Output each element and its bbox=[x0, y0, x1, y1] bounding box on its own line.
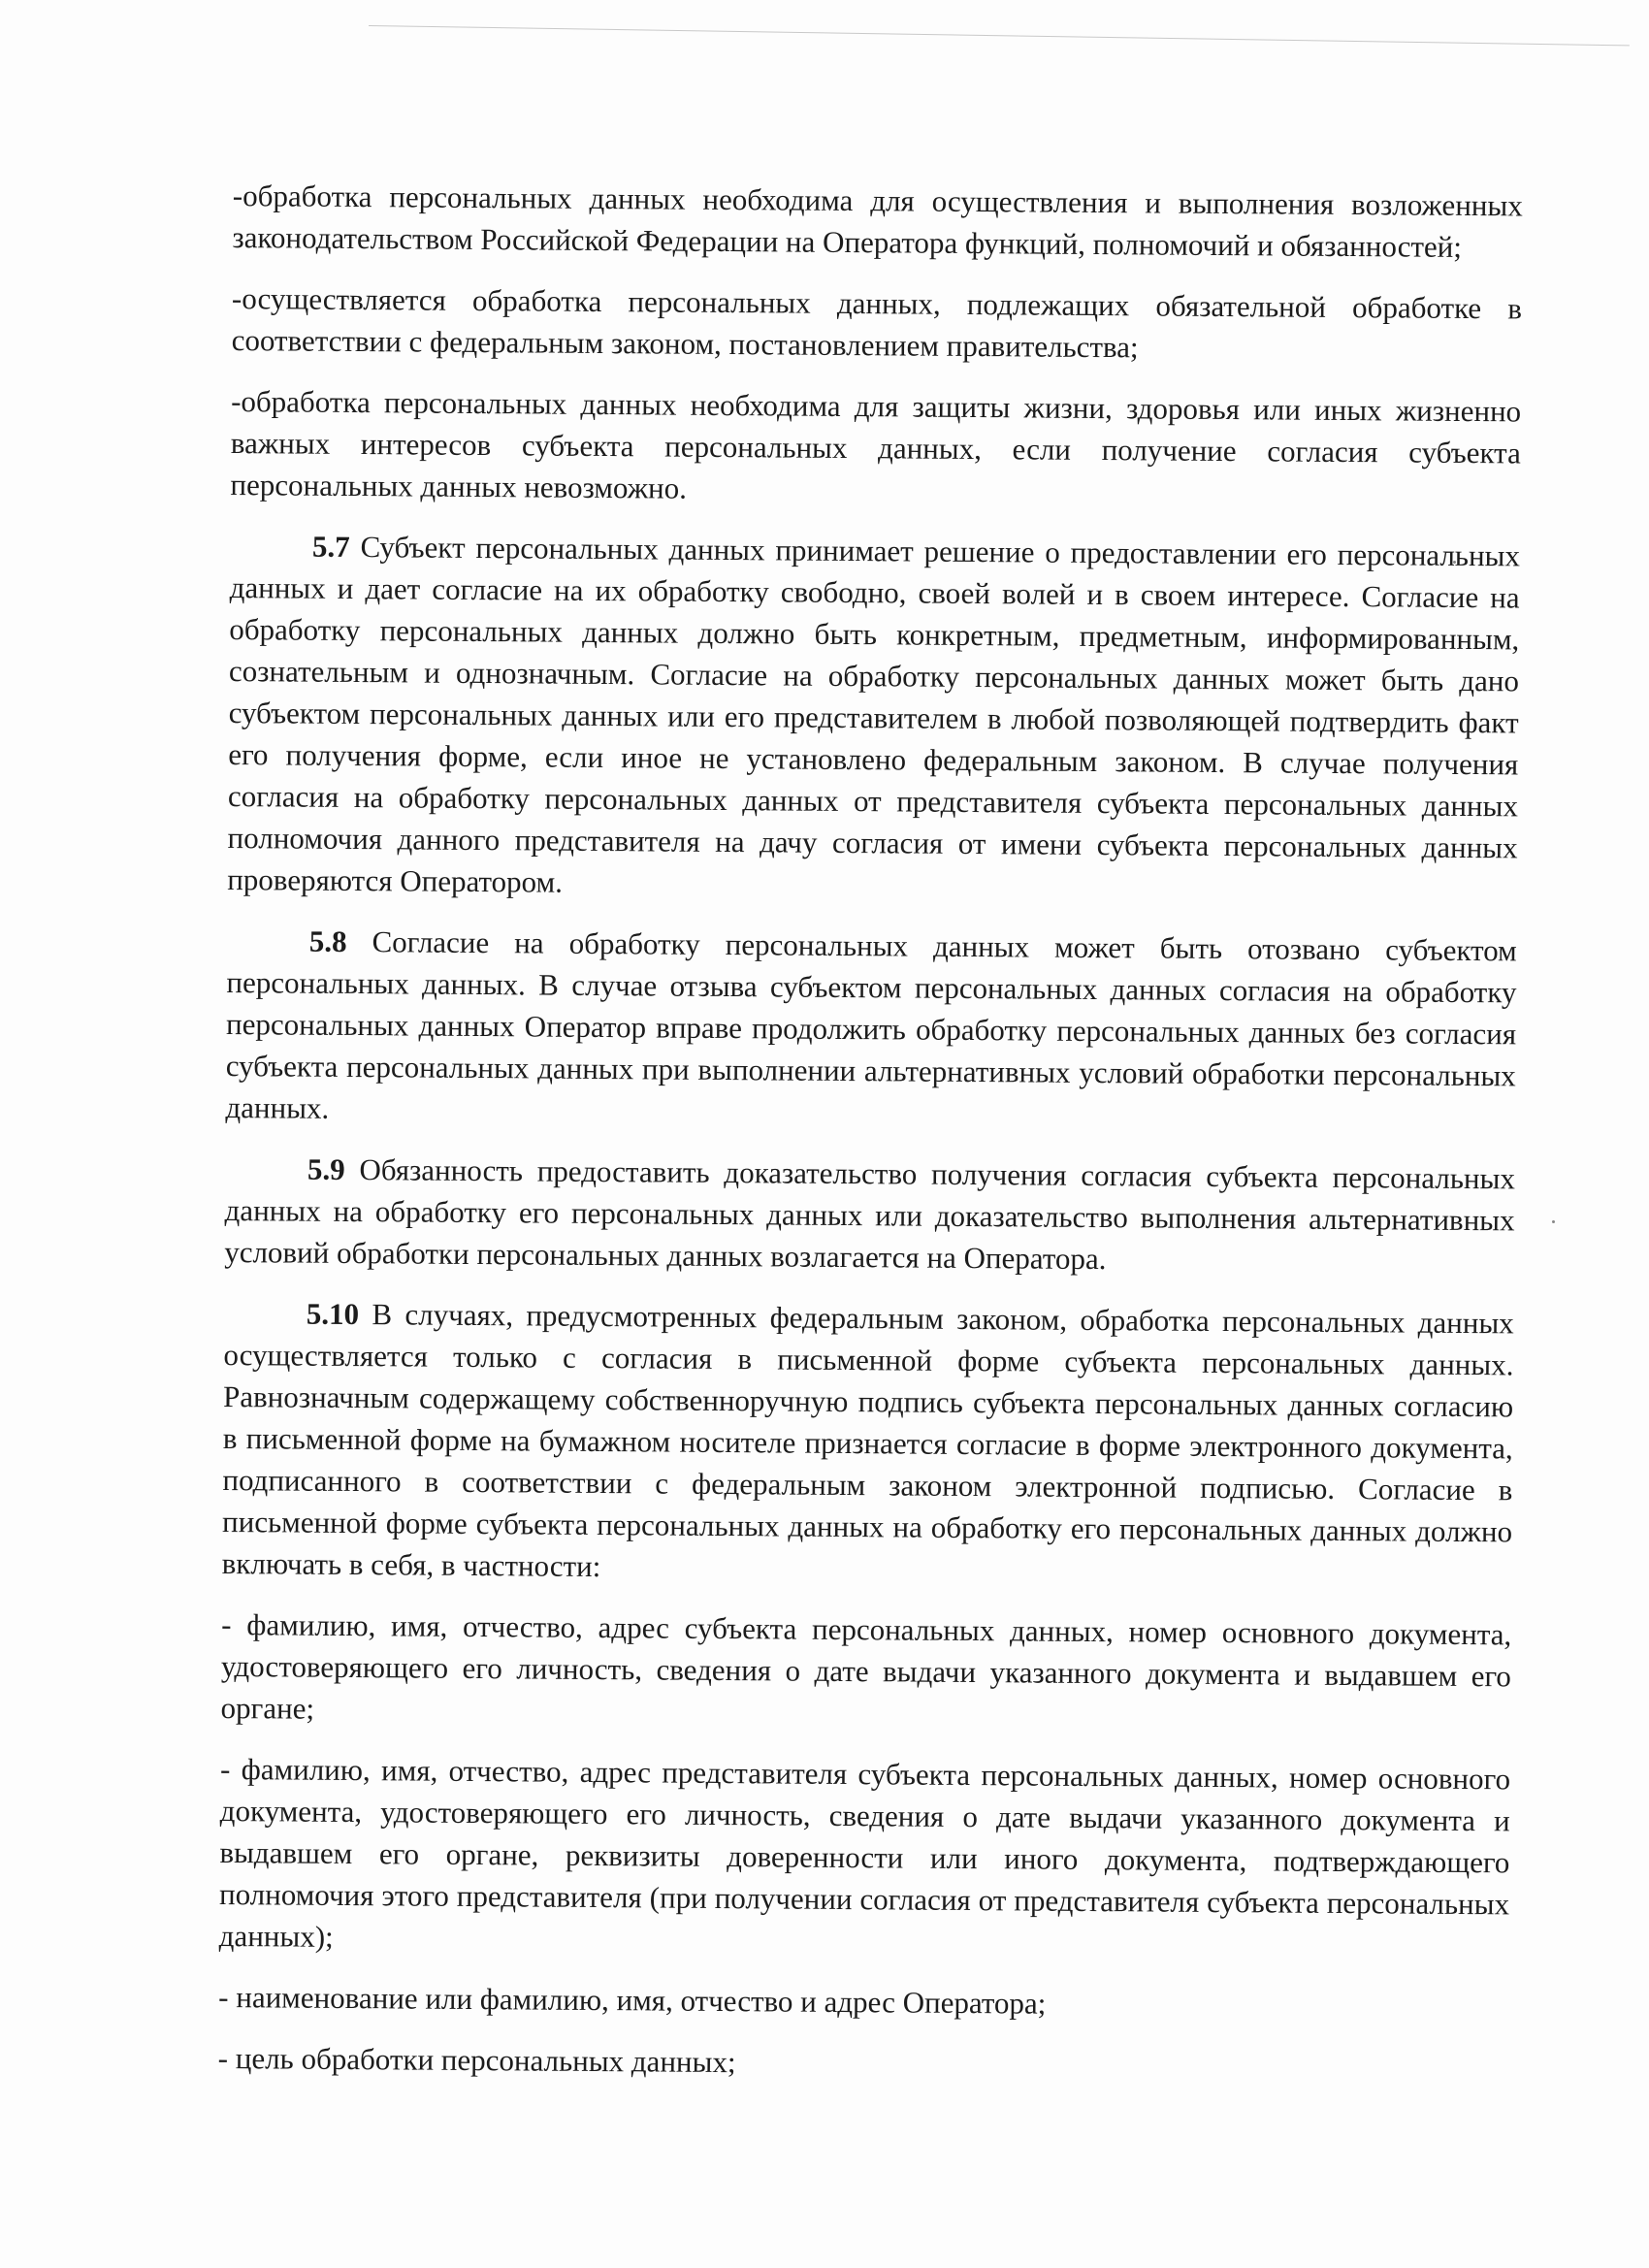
page-edge-line bbox=[369, 25, 1630, 46]
list-item-subject-details bbox=[220, 1604, 1511, 1738]
scan-speck bbox=[1552, 1220, 1555, 1223]
clause-5-10 bbox=[222, 1292, 1514, 1594]
list-item-text: - фамилию, имя, отчество, адрес представителя субъекта персональных данных, номер основного документа, удостоверяющего его личность, сведения о дате выдачи указанного документа и выдавшем его органе, реквизиты доверенности или иного документа, подтверждающего полномочия этого представителя (при получении согласия от представителя субъекта персональных данных); bbox=[218, 1751, 1511, 1954]
clause-5-8 bbox=[225, 920, 1517, 1138]
clause-5-9 bbox=[224, 1148, 1515, 1282]
clause-number: 5.7 bbox=[311, 529, 350, 564]
clause-number: 5.9 bbox=[307, 1151, 345, 1186]
clause-text: В случаях, предусмотренных федеральным законом, обработка персональных данных осуществляется только с согласия в письменной форме субъекта персональных данных. Равнозначным содержащему собственноручную подпись субъекта персональных данных согласию в письменной форме на бумажном носителе признается согласие в форме электронного документа, подписанного в соответствии с федеральным законом электронной подписью. Согласие в письменной форме субъекта персональных данных на обработку его персональных данных должно включать в себя, в частности: bbox=[221, 1297, 1514, 1584]
clause-text: Согласие на обработку персональных данных может быть отозвано субъектом персональных данных. В случае отзыва субъектом персональных данных согласия на обработку персональных данных Оператор вправе продолжить обработку персональных данных без согласия субъекта персональных данных при выполнении альтернативных условий обработки персональных данных. bbox=[225, 923, 1517, 1125]
list-item-text: - фамилию, имя, отчество, адрес субъекта персональных данных, номер основного документа, удостоверяющего его личность, сведения о дате выдачи указанного документа и выдавшем его органе; bbox=[220, 1606, 1512, 1726]
list-item-processing-purpose bbox=[218, 2037, 1508, 2089]
list-item-text: - наименование или фамилию, имя, отчество и адрес Оператора; bbox=[218, 1979, 1047, 2021]
clause-number: 5.8 bbox=[308, 923, 347, 958]
paragraph-text: -осуществляется обработка персональных данных, подлежащих обязательной обработке в соответствии с федеральным законом, постановлением правительства; bbox=[231, 280, 1523, 365]
list-item-operator-name bbox=[218, 1976, 1508, 2027]
paragraph-text: -обработка персональных данных необходима для защиты жизни, здоровья или иных жизненно важных интересов субъекта персональных данных, если получение согласия субъекта персональных данных невозможно. bbox=[230, 383, 1522, 505]
clause-text: Обязанность предоставить доказательство получения согласия субъекта персональных данных на обработку его персональных данных или доказательство выполнения альтернативных условий обработки персональных данных возлагается на Оператора. bbox=[224, 1151, 1516, 1277]
paragraph-text: -обработка персональных данных необходима для осуществления и выполнения возложенных законодательством Российской Федерации на Оператора функций, полномочий и обязанностей; bbox=[232, 178, 1523, 264]
clause-5-7 bbox=[227, 525, 1520, 910]
paragraph-vital-interests bbox=[230, 380, 1521, 515]
document-body bbox=[217, 175, 1523, 2108]
clause-text: Субъект персональных данных принимает решение о предоставлении его персональных данных и дает согласие на их обработку свободно, своей волей и в своем интересе. Согласие на обработку персональных данных должно быть конкретным, предметным, информированным, сознательным и однозначным. Согласие на обработку персональных данных может быть дано субъектом персональных данных или его представителем в любой позволяющей подтвердить факт его получения форме, если иное не установлено федеральным законом. В случае получения согласия на обработку персональных данных от представителя субъекта персональных данных полномочия данного представителя на дачу согласия от имени субъекта персональных данных проверяются Оператором. bbox=[227, 529, 1521, 899]
paragraph-mandatory-processing bbox=[231, 277, 1522, 371]
clause-number: 5.10 bbox=[306, 1296, 360, 1332]
paragraph-operator-functions bbox=[232, 175, 1523, 268]
list-item-text: - цель обработки персональных данных; bbox=[217, 2040, 736, 2080]
list-item-representative-details bbox=[219, 1748, 1511, 1966]
